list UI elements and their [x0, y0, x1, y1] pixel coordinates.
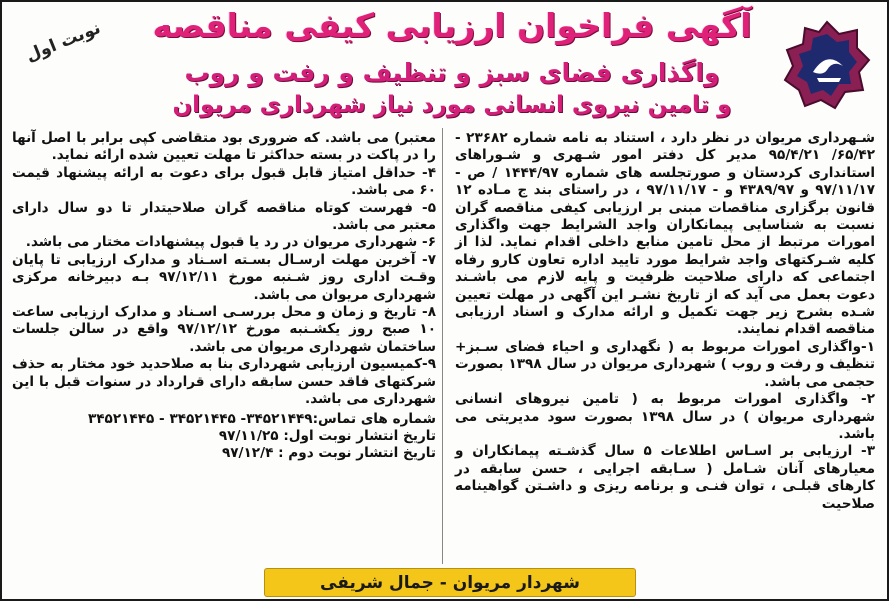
list-item: ۴- حداقل امتیاز قابل قبول برای دعوت به ارائه پیشنهاد قیمت ۶۰ می باشد. [12, 164, 436, 199]
contact-numbers: شماره های تماس:۳۴۵۲۱۴۴۹- ۳۴۵۲۱۴۴۵ - ۳۴۵۲۱۴۴۵ [87, 410, 436, 427]
notice-header [2, 2, 889, 124]
list-item: ۷- آخرین مهلت ارسـال بسـته اسـناد و مدارک ارزیابی تا پایان وقـت اداری روز شـنبه مورخ ۹۷/۱۲/۱۱ بـه دبیرخانه مرکزی شهرداری مریوان می باشد. [12, 251, 436, 303]
list-item: ۱-واگذاری امورات مربوط به ( نگهداری و احیاء فضای سـبز+ تنظیف و رفت و روب ) شهرداری مریوان در سال ۱۳۹۸ بصورت حجمی می باشد. [455, 338, 875, 390]
notice-subtitle-line1: واگذاری فضای سبز و تنظیف و رفت و روب [184, 58, 720, 87]
municipality-logo-icon [783, 20, 871, 112]
second-publish-date: تاریخ انتشار نوبت دوم : ۹۷/۱۲/۴ [221, 445, 436, 462]
notice-subtitle-line2: و تامین نیروی انسانی مورد نیاز شهرداری مریوان [172, 92, 732, 118]
intro-paragraph: شـهرداری مریوان در نظر دارد ، استناد به نامه شماره ۲۳۶۸۲ - ۶۵/۴۲/ ۹۵/۴/۲۱ مدیر کل دفتر امور شـهری و شـوراهای استانداری کردستان و صورتجلسه های شماره ۱۴۴۴/۹۷ / ص - ۹۷/۱۱/۱۷ و ۴۳۸۹/۹۷ و - ۹۷/۱۱/۱۷ ، در راستای بند ج مـاده ۱۲ قانون برگزاری مناقصات مبنی بر ارزیابی کیفی مناقصه گران نسبت به شناسایی پیمانکاران واجد الشرایط جهت واگذاری امورات مرتبط از محل تامین منابع داخلی اقدام نماید. لذا از کلیه شـرکتهای واجد شرایط مورد تایید اداره تعاون کارو رفاه اجتماعی که دارای صلاحیت ظرفیت و پایه لازم می باشـند دعوت بعمل می آید که از تاریخ نشـر این آگهی در مهلت تعیین شـده بشرح زیر جهت تکمیل و ارائه مدارک و اسناد ارزیابی مناقصه اقدام نمایند. [455, 130, 876, 338]
mayor-signature-bar: شهردار مریوان - جمال شریفی [264, 568, 636, 597]
list-item: ۸- تاریخ و زمان و محل بررسـی اسـناد و مدارک ارزیابی ساعت ۱۰ صبح روز یکشـنبه مورخ ۹۷/۱۲/۱۲ واقع در سالن جلسات ساختمان شهرداری مریوان می باشد. [12, 304, 437, 355]
continuation-paragraph: معتبر) می باشد. که ضروری بود متقاضی کپی برابر با اصل آنها را در پاکت در بسته حداکثر تا مهلت تعیین شده ارائه نماید. [12, 130, 436, 164]
contact-block [12, 411, 436, 463]
first-publish-date: تاریخ انتشار نوبت اول: ۹۷/۱۱/۲۵ [218, 427, 436, 444]
list-item: ۹-کمیسیون ارزیابی شهرداری بنا به صلاحدید خود مختار به حذف شرکتهای فاقد حسن سابقه دارای قرارداد در سنوات قبل با این شهرداری می باشد. [12, 356, 436, 408]
column-divider [442, 128, 443, 564]
left-column [12, 130, 436, 463]
notice-title: آگهی فراخوان ارزیابی کیفی مناقصه [152, 6, 752, 45]
right-column [455, 130, 875, 513]
list-item: ۶- شهرداری مریوان در رد یا قبول پیشنهادات مختار می باشد. [25, 234, 436, 251]
round-label: نوبت اول [23, 18, 104, 66]
list-item: ۵- فهرست کوتاه مناقصه گران صلاحیتدار تا دو سال دارای معتبر می باشد. [12, 199, 436, 234]
list-item: ۲- واگذاری امورات مربوط به ( تامین نیروهای انسانی شهرداری مریوان ) در سال ۱۳۹۸ بصورت سود مدیریتی می باشد. [455, 391, 875, 442]
list-item: ۳- ارزیابی بر اسـاس اطلاعات ۵ سال گذشـته پیمانکاران و معیارهای آنان شـامل ( سـابقه اجرایی ، حسن سابقه در کارهای قبلـی ، توان فنـی و برنامه ریزی و داشـتن گواهینامه صلاحیت [455, 443, 875, 512]
